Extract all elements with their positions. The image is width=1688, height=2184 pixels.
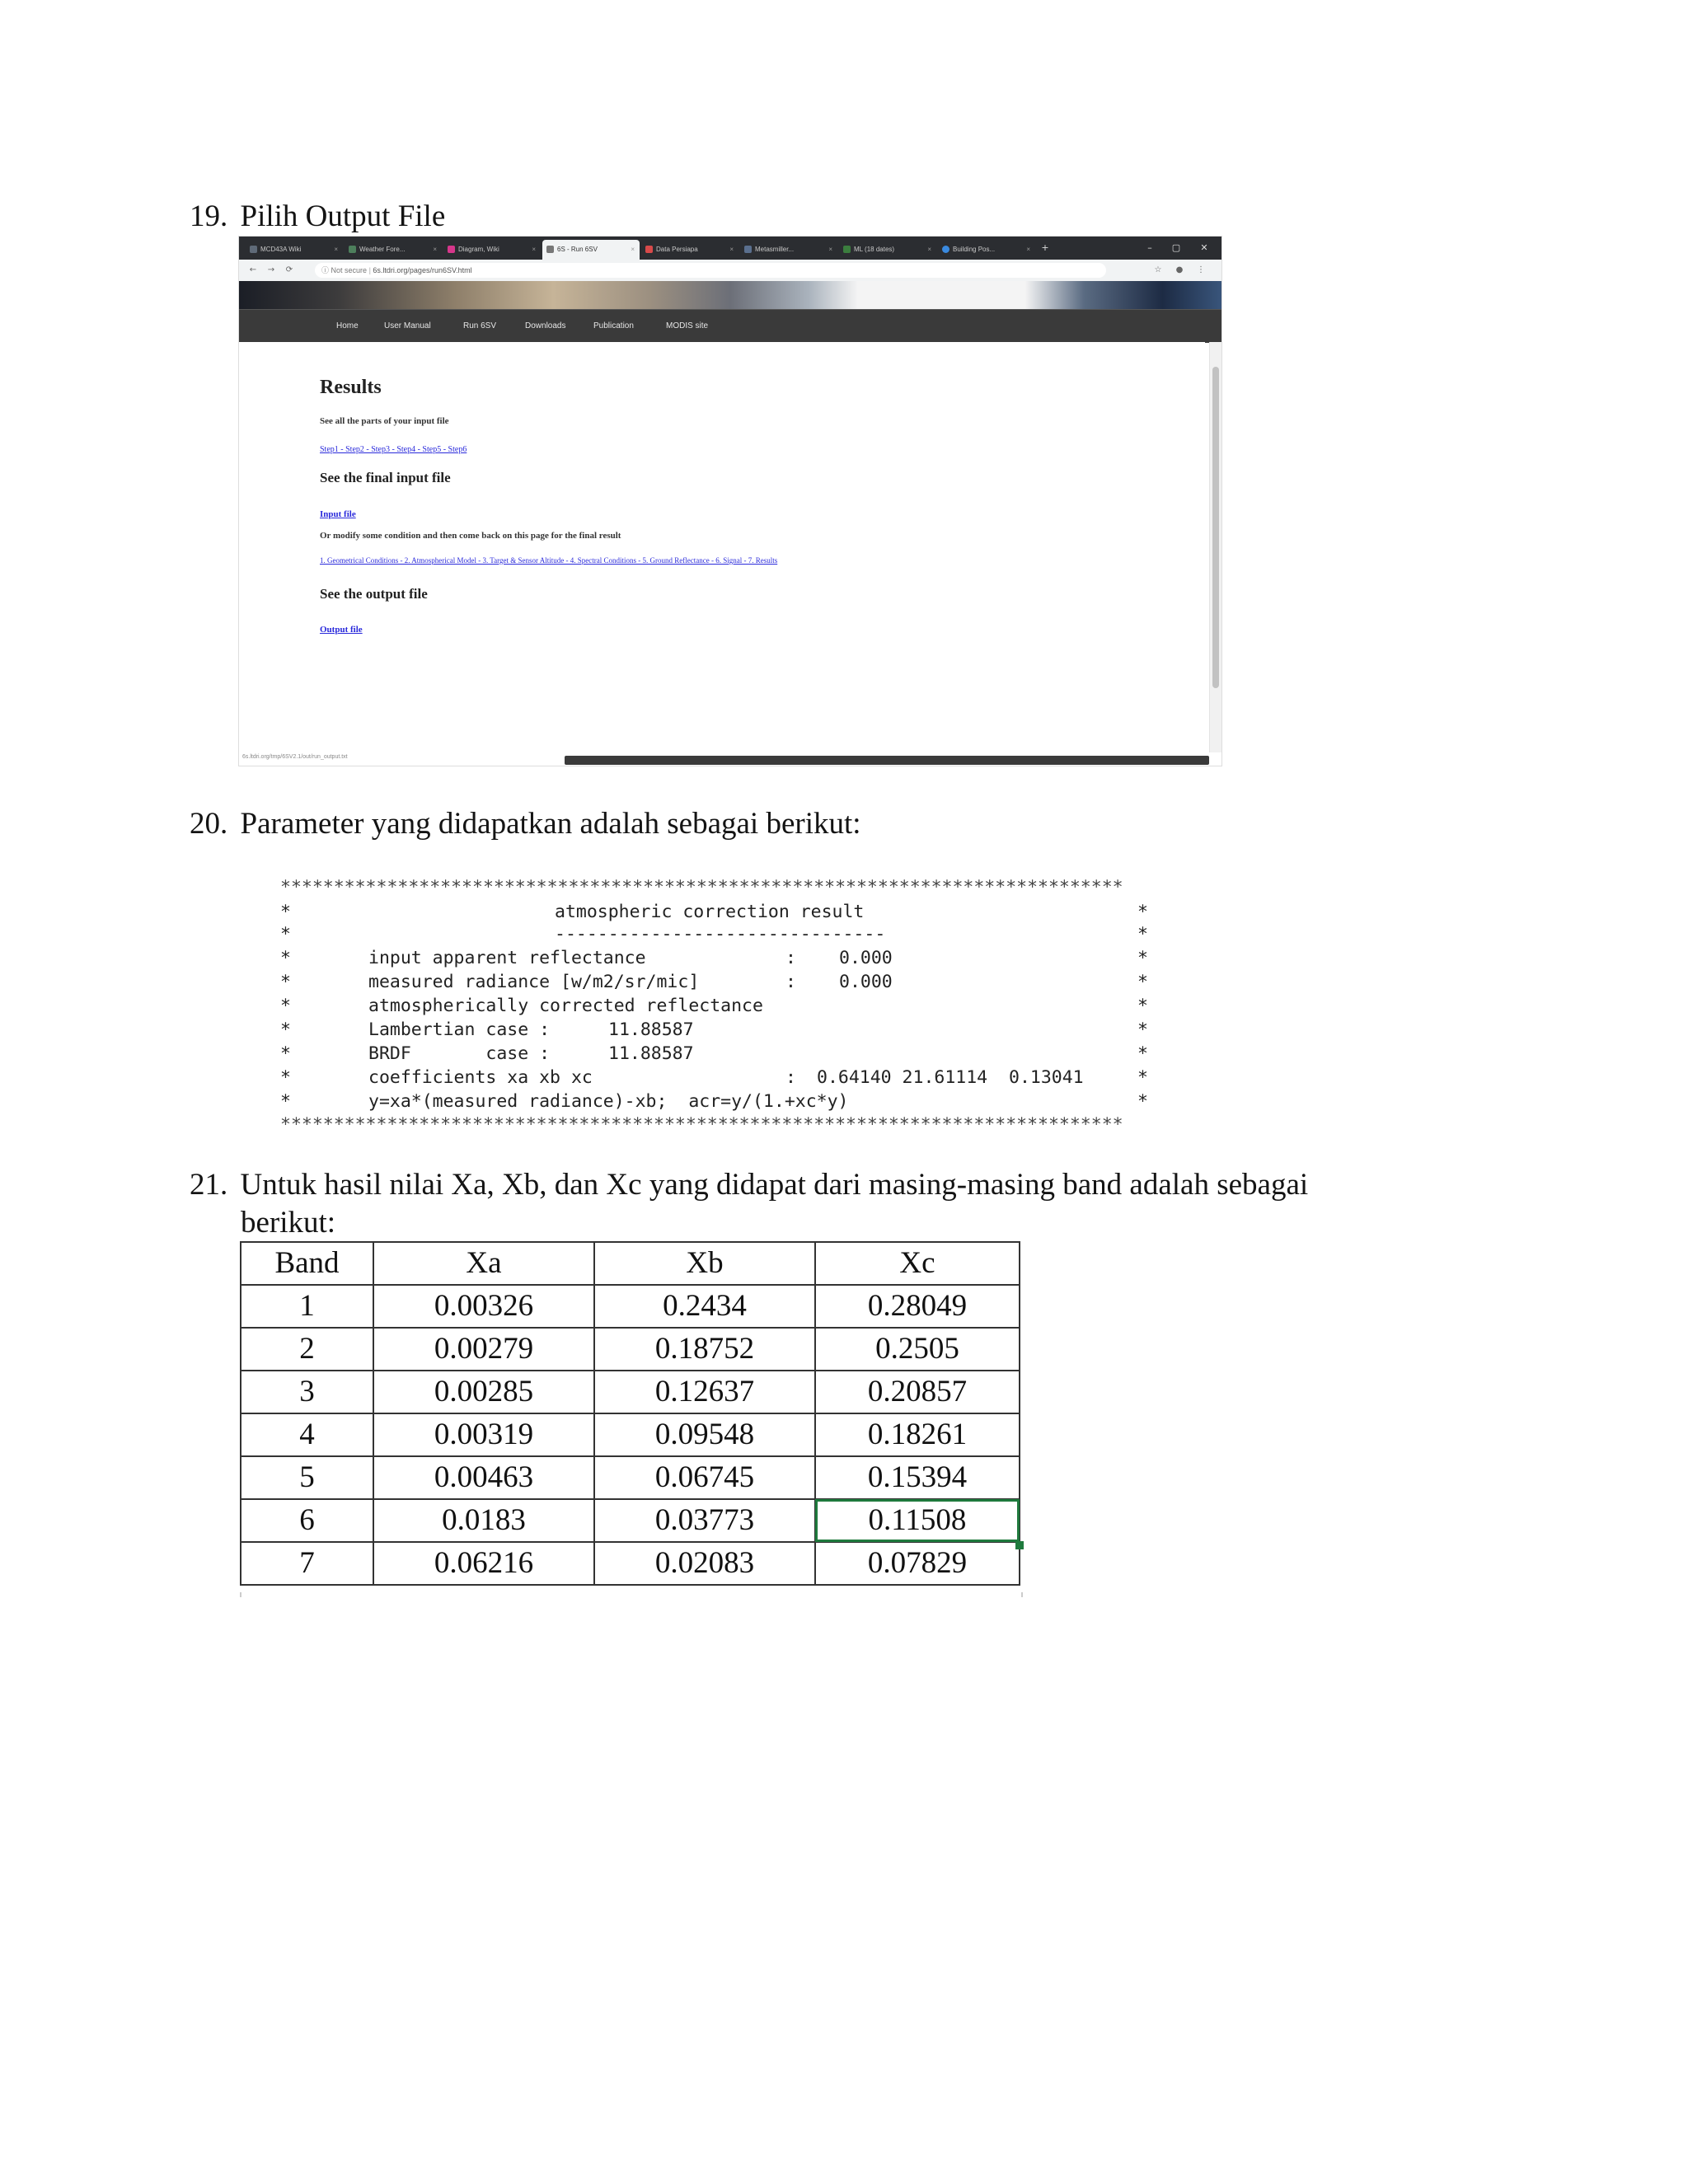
console-star: * <box>1137 1067 1148 1088</box>
final-input-heading: See the final input file <box>320 470 451 485</box>
console-border-top: ******************************************************************************* <box>280 877 1123 898</box>
step-links[interactable]: Step1 - Step2 - Step3 - Step4 - Step5 - Step6 <box>320 445 467 454</box>
console-star: * <box>280 902 291 922</box>
step-number: 21. <box>190 1168 228 1202</box>
console-label: BRDF case : <box>368 1043 551 1064</box>
nav-home[interactable]: Home <box>336 321 359 330</box>
nav-publication[interactable]: Publication <box>593 321 634 330</box>
console-star: * <box>280 924 291 944</box>
address-bar-row <box>239 260 1221 282</box>
console-sep: : <box>785 948 796 968</box>
tab-label: Diagram, Wiki <box>458 246 499 253</box>
cell-xa[interactable]: 0.0183 <box>373 1499 594 1542</box>
console-label: measured radiance [w/m2/sr/mic] <box>368 972 700 992</box>
security-label: Not secure <box>331 266 368 274</box>
console-label: coefficients xa xb xc <box>368 1067 593 1088</box>
nav-downloads[interactable]: Downloads <box>525 321 566 330</box>
tab-label: Weather Fore... <box>359 246 406 253</box>
browser-screenshot <box>239 237 1221 766</box>
cell-xc[interactable]: 0.2505 <box>815 1328 1020 1371</box>
cell-xc[interactable]: 0.20857 <box>815 1371 1020 1413</box>
nav-modis-site[interactable]: MODIS site <box>666 321 709 330</box>
menu-icon[interactable]: ⋮ <box>1197 265 1205 274</box>
results-page <box>239 342 1205 754</box>
tab-label: 6S - Run 6SV <box>557 246 598 253</box>
tab-label: MCD43A Wiki <box>260 246 302 253</box>
table-gridline-stub <box>240 1592 1023 1597</box>
console-star: * <box>280 1067 291 1088</box>
cell-xc-selected[interactable]: 0.11508 <box>815 1499 1020 1542</box>
browser-tab[interactable] <box>443 240 541 260</box>
cell-band[interactable]: 1 <box>241 1285 373 1328</box>
vertical-scrollbar[interactable] <box>1209 342 1221 754</box>
browser-tab[interactable] <box>740 240 837 260</box>
console-star: * <box>1137 996 1148 1016</box>
cell-xa[interactable]: 0.00279 <box>373 1328 594 1371</box>
tab-favicon <box>546 246 554 253</box>
forward-icon[interactable]: → <box>267 265 275 274</box>
close-icon[interactable]: × <box>631 246 635 253</box>
console-label: Lambertian case : <box>368 1019 551 1040</box>
cell-xa[interactable]: 0.00285 <box>373 1371 594 1413</box>
browser-tab[interactable] <box>246 240 343 260</box>
close-icon[interactable]: × <box>828 246 832 253</box>
condition-links[interactable]: 1. Geometrical Conditions - 2. Atmospherical Model - 3. Target & Sensor Altitude - 4. Spectral Conditions - 5. Ground Reflectance - 6. Signal - 7. Results <box>320 556 778 565</box>
table-row <box>241 1371 1020 1413</box>
step-20 <box>190 806 861 842</box>
table-header-row <box>241 1242 1020 1285</box>
modify-text: Or modify some condition and then come back on this page for the final result <box>320 531 621 541</box>
cell-xa[interactable]: 0.06216 <box>373 1542 594 1585</box>
cell-xa[interactable]: 0.00463 <box>373 1456 594 1499</box>
step-text: Untuk hasil nilai Xa, Xb, dan Xc yang didapat dari masing-masing band adalah sebagai <box>240 1168 1309 1202</box>
cell-xa[interactable]: 0.00319 <box>373 1413 594 1456</box>
console-value: 11.88587 <box>608 1019 694 1040</box>
output-heading: See the output file <box>320 586 428 602</box>
tab-label: Building Pos... <box>953 246 996 253</box>
cell-band[interactable]: 3 <box>241 1371 373 1413</box>
cell-xc[interactable]: 0.28049 <box>815 1285 1020 1328</box>
header-xa: Xa <box>373 1242 594 1285</box>
console-value: 0.64140 21.61114 0.13041 <box>817 1067 1084 1088</box>
step-number: 19. <box>190 199 228 233</box>
step-text: Parameter yang didapatkan adalah sebagai berikut: <box>240 807 861 841</box>
cell-xa[interactable]: 0.00326 <box>373 1285 594 1328</box>
console-star: * <box>1137 1091 1148 1112</box>
tab-favicon <box>942 246 950 253</box>
console-star: * <box>280 996 291 1016</box>
tab-favicon <box>744 246 752 253</box>
reload-icon[interactable]: ⟳ <box>285 265 293 274</box>
console-star: * <box>280 972 291 992</box>
status-url: 6s.ltdri.org/tmp/6SV2.1/out/run_output.txt <box>242 754 348 760</box>
tab-label: Data Persiapa <box>656 246 698 253</box>
console-star: * <box>1137 972 1148 992</box>
account-icon[interactable]: ● <box>1175 265 1184 274</box>
browser-tab-active[interactable] <box>542 240 640 260</box>
cell-xb[interactable]: 0.09548 <box>594 1413 815 1456</box>
cell-xb[interactable]: 0.02083 <box>594 1542 815 1585</box>
cell-xc[interactable]: 0.18261 <box>815 1413 1020 1456</box>
header-band: Band <box>241 1242 373 1285</box>
input-file-link[interactable]: Input file <box>320 509 356 519</box>
step-19 <box>190 199 445 235</box>
step-21 <box>190 1167 1308 1203</box>
cell-band[interactable]: 7 <box>241 1542 373 1585</box>
new-tab-button[interactable]: + <box>1041 242 1049 253</box>
browser-tab[interactable] <box>839 240 936 260</box>
console-value: 0.000 <box>839 948 893 968</box>
table-row <box>241 1542 1020 1585</box>
console-star: * <box>1137 1019 1148 1040</box>
tab-favicon <box>448 246 455 253</box>
close-icon[interactable]: × <box>1026 246 1030 253</box>
tab-strip <box>239 237 1221 260</box>
table-row <box>241 1328 1020 1371</box>
console-value: 0.000 <box>839 972 893 992</box>
console-value: 11.88587 <box>608 1043 694 1064</box>
close-icon[interactable]: × <box>729 246 734 253</box>
nav-user-manual[interactable]: User Manual <box>384 321 431 330</box>
console-border-bottom: ******************************************************************************* <box>280 1114 1123 1135</box>
close-icon[interactable]: × <box>433 246 437 253</box>
console-star: * <box>1137 1043 1148 1064</box>
browser-tab[interactable] <box>345 240 442 260</box>
console-star: * <box>1137 902 1148 922</box>
console-star: * <box>280 948 291 968</box>
info-icon: ⓘ <box>321 266 331 274</box>
see-parts-text: See all the parts of your input file <box>320 416 449 426</box>
close-icon[interactable]: × <box>532 246 536 253</box>
browser-tab[interactable] <box>641 240 738 260</box>
console-star: * <box>1137 924 1148 944</box>
console-star: * <box>280 1043 291 1064</box>
cell-band[interactable]: 6 <box>241 1499 373 1542</box>
cell-band[interactable]: 4 <box>241 1413 373 1456</box>
star-icon[interactable]: ☆ <box>1154 265 1162 274</box>
url-field[interactable]: ⓘ Not secure | 6s.ltdri.org/pages/run6SV.html <box>315 263 1106 278</box>
horizontal-scrollbar[interactable] <box>565 756 1209 765</box>
browser-tab[interactable] <box>938 240 1035 260</box>
header-xb: Xb <box>594 1242 815 1285</box>
close-icon[interactable]: × <box>927 246 931 253</box>
back-icon[interactable]: ← <box>249 265 257 274</box>
fill-handle[interactable] <box>1015 1541 1024 1549</box>
atmospheric-correction-output <box>280 875 1148 1135</box>
close-icon[interactable]: × <box>334 246 338 253</box>
band-coefficients-table <box>240 1241 1020 1586</box>
cell-xb[interactable]: 0.18752 <box>594 1328 815 1371</box>
scrollbar-thumb[interactable] <box>1212 367 1219 688</box>
cell-band[interactable]: 2 <box>241 1328 373 1371</box>
console-title: atmospheric correction result <box>555 902 865 922</box>
table-row <box>241 1285 1020 1328</box>
step-text: Pilih Output File <box>240 199 446 233</box>
tab-label: Metasmiller... <box>755 246 795 253</box>
console-label: input apparent reflectance <box>368 948 646 968</box>
url-text: 6s.ltdri.org/pages/run6SV.html <box>373 266 472 274</box>
cell-xb[interactable]: 0.12637 <box>594 1371 815 1413</box>
cell-band[interactable]: 5 <box>241 1456 373 1499</box>
table-row <box>241 1413 1020 1456</box>
step-number: 20. <box>190 807 228 841</box>
tab-favicon <box>843 246 851 253</box>
console-star: * <box>1137 948 1148 968</box>
console-label: y=xa*(measured radiance)-xb; acr=y/(1.+xc*y) <box>368 1091 849 1112</box>
tab-favicon <box>645 246 653 253</box>
nav-run-6sv[interactable]: Run 6SV <box>463 321 497 330</box>
header-xc: Xc <box>815 1242 1020 1285</box>
tab-favicon <box>349 246 356 253</box>
minimize-icon[interactable]: – <box>1147 242 1152 253</box>
cell-xc[interactable]: 0.15394 <box>815 1456 1020 1499</box>
cell-xc[interactable]: 0.07829 <box>815 1542 1020 1585</box>
tab-label: ML (18 dates) <box>854 246 895 253</box>
console-label: atmospherically corrected reflectance <box>368 996 763 1016</box>
close-window-icon[interactable]: ✕ <box>1200 242 1208 253</box>
site-banner-image <box>239 281 1221 309</box>
maximize-icon[interactable]: ▢ <box>1171 242 1181 253</box>
tab-favicon <box>250 246 257 253</box>
cell-xb[interactable]: 0.03773 <box>594 1499 815 1542</box>
cell-xb[interactable]: 0.2434 <box>594 1285 815 1328</box>
table-row <box>241 1456 1020 1499</box>
results-title: Results <box>320 377 382 398</box>
console-star: * <box>280 1091 291 1112</box>
console-sep: : <box>785 972 796 992</box>
console-star: * <box>280 1019 291 1040</box>
status-bar <box>239 752 1221 766</box>
step-21-continuation: berikut: <box>241 1206 336 1240</box>
output-file-link[interactable]: Output file <box>320 625 363 635</box>
cell-xb[interactable]: 0.06745 <box>594 1456 815 1499</box>
site-nav <box>239 309 1221 343</box>
table-row <box>241 1499 1020 1542</box>
console-sep: : <box>785 1067 796 1088</box>
console-dashes: ------------------------------- <box>555 924 886 944</box>
